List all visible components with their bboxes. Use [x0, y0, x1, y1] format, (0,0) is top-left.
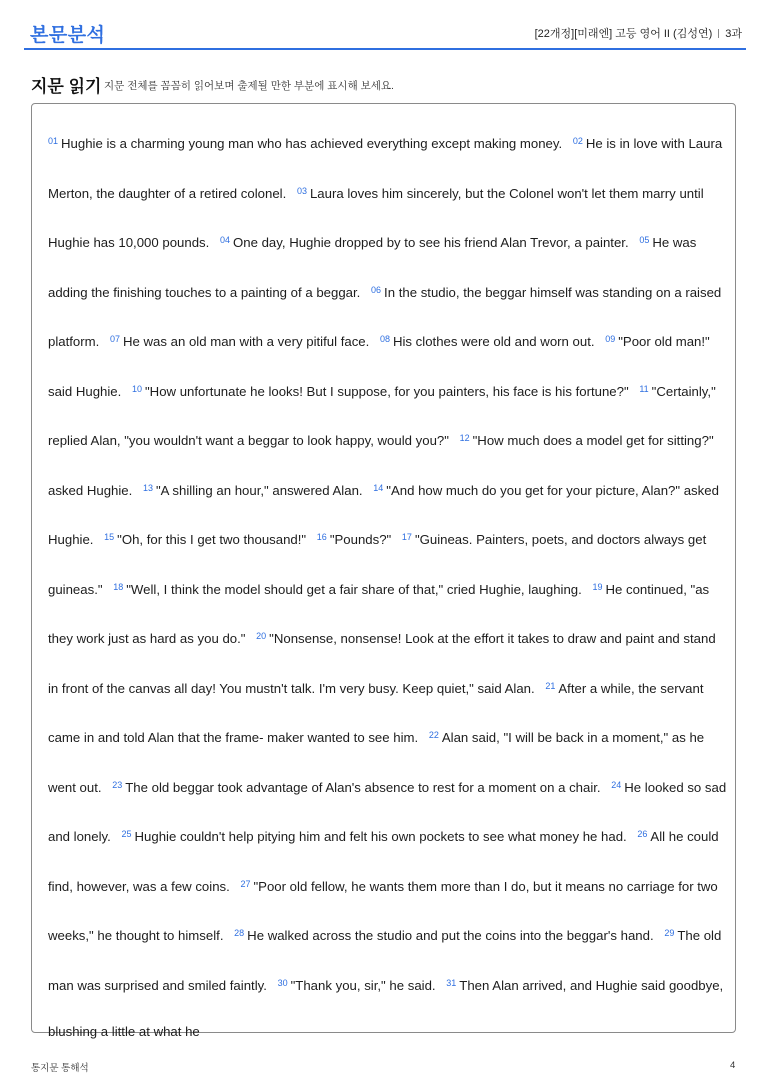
sentence-text: He walked across the studio and put the coins into the beggar's hand.	[247, 928, 654, 943]
sentence	[136, 483, 363, 498]
sentence-number: 17	[401, 532, 412, 542]
page-number: 4	[730, 1060, 736, 1071]
sentence-number: 27	[240, 878, 251, 889]
sentence-number: 22	[428, 730, 439, 740]
sentence-number: 29	[664, 928, 675, 938]
sentence-text: Laura loves him sincerely, but the Colonel won't let them marry until Hughie has 10,000 pounds.	[48, 185, 704, 250]
passage-box	[31, 103, 736, 1039]
sentence-number: 10	[131, 383, 142, 394]
sentence-number: 09	[605, 334, 616, 344]
sentence-number: 13	[142, 482, 153, 493]
page-header	[24, 16, 746, 50]
sentence	[48, 136, 562, 151]
sentence	[271, 978, 436, 993]
sentence	[310, 532, 391, 547]
sentence-text: "Poor old man!" said Hughie.	[48, 334, 710, 399]
sentence-number: 08	[379, 334, 390, 344]
sentence-text: He was an old man with a very pitiful face.	[123, 334, 370, 349]
sentence-text: Then Alan arrived, and Hughie said goodbye, blushing a little at what he	[48, 977, 724, 1039]
sentence-text: The old man was surprised and smiled faintly.	[48, 928, 722, 993]
sentence	[213, 235, 629, 250]
sentence-number: 16	[316, 532, 327, 542]
sentence-text: In the studio, the beggar himself was standing on a raised platform.	[48, 284, 722, 349]
sentence-text: Hughie is a charming young man who has achieved everything except making money.	[61, 136, 563, 151]
sentence-number: 04	[219, 235, 230, 245]
sentence-number: 18	[113, 581, 124, 592]
sentence-text: "Guineas. Painters, poets, and doctors always get guineas."	[48, 532, 707, 597]
sentence	[373, 334, 595, 349]
sentence-text: His clothes were old and worn out.	[392, 334, 595, 349]
sentence-text: Alan said, "I will be back in a moment," as he went out.	[48, 730, 705, 795]
sentence-number: 21	[545, 680, 556, 691]
sentence-number: 11	[639, 383, 649, 394]
sentence-number: 19	[592, 581, 603, 592]
sentence-number: 01	[48, 136, 59, 146]
sentence	[105, 780, 600, 795]
sentence-text: "Certainly," replied Alan, "you wouldn't want a beggar to look happy, would you?"	[48, 383, 716, 448]
sentence-text: "Pounds?"	[329, 532, 392, 547]
sentence-text: One day, Hughie dropped by to see his friend Alan Trevor, a painter.	[233, 235, 629, 250]
sentence-number: 23	[112, 779, 123, 790]
section-title: 지문 읽기	[31, 77, 102, 96]
sentence-text: "Nonsense, nonsense! Look at the effort it takes to draw and paint and stand in front of the canvas all day! You mustn't talk. I'm very busy. Keep quiet," said Alan.	[48, 631, 716, 696]
sentence-text: He is in love with Laura Merton, the daughter of a retired colonel.	[48, 136, 723, 201]
header-meta	[535, 25, 742, 41]
sentence-number: 03	[296, 185, 307, 196]
sentence-number: 06	[371, 284, 382, 295]
passage-text	[48, 118, 728, 1056]
book-title: [22개정][미래엔] 고등 영어 II (김성연)	[534, 28, 713, 40]
sentence-number: 24	[611, 779, 622, 790]
sentence-number: 05	[639, 235, 650, 245]
sentence-text: "How unfortunate he looks! But I suppose, for you painters, his face is his fortune?"	[145, 383, 629, 399]
lesson-label: 3과	[725, 28, 742, 40]
sentence-number: 31	[446, 977, 457, 988]
sentence-number: 14	[373, 482, 384, 493]
sentence-text: The old beggar took advantage of Alan's absence to rest for a moment on a chair.	[125, 779, 601, 795]
sentence-text: "How much does a model get for sitting?" asked Hughie.	[48, 433, 714, 498]
sentence-text: He was adding the finishing touches to a painting of a beggar.	[48, 235, 697, 300]
sentence-text: "Thank you, sir," he said.	[290, 977, 436, 993]
sentence-number: 25	[121, 829, 132, 839]
sentence	[106, 582, 582, 597]
brand-title: 본문분석	[30, 25, 106, 46]
sentence-number: 12	[459, 433, 470, 443]
header-divider	[718, 29, 719, 38]
sentence	[125, 384, 629, 399]
sentence-text: "Well, I think the model should get a fair share of that," cried Hughie, laughing.	[126, 581, 582, 597]
sentence-number: 26	[637, 829, 648, 839]
sentence-text: He looked so sad and lonely.	[48, 779, 727, 844]
sentence-text: He continued, "as they work just as hard as you do."	[48, 581, 710, 646]
sentence-number: 02	[572, 136, 583, 146]
sentence-text: "A shilling an hour," answered Alan.	[156, 482, 363, 498]
sentence-text: "Poor old fellow, he wants them more than I do, but it means no carriage for two weeks," he thought to himself.	[48, 878, 718, 943]
section-description: 지문 전체를 꼼꼼히 읽어보며 출제될 만한 부분에 표시해 보세요.	[104, 80, 394, 92]
sentence-text: Hughie couldn't help pitying him and felt his own pockets to see what money he had.	[134, 829, 627, 844]
sentence-number: 15	[104, 532, 115, 542]
sentence-text: "Oh, for this I get two thousand!"	[117, 532, 307, 547]
sentence-number: 28	[234, 928, 245, 938]
sentence-number: 07	[109, 334, 120, 344]
sentence-number: 30	[277, 977, 288, 988]
footer-label: 통지문 통해석	[31, 1063, 89, 1074]
sentence	[227, 928, 653, 943]
sentence	[97, 532, 306, 547]
sentence-text: After a while, the servant came in and told Alan that the frame- maker wanted to see him.	[48, 680, 704, 745]
sentence-number: 20	[256, 631, 267, 641]
sentence-text: "And how much do you get for your picture, Alan?" asked Hughie.	[48, 482, 719, 547]
sentence	[103, 334, 369, 349]
sentence	[114, 829, 626, 844]
sentence-text: All he could find, however, was a few coins.	[48, 829, 719, 894]
